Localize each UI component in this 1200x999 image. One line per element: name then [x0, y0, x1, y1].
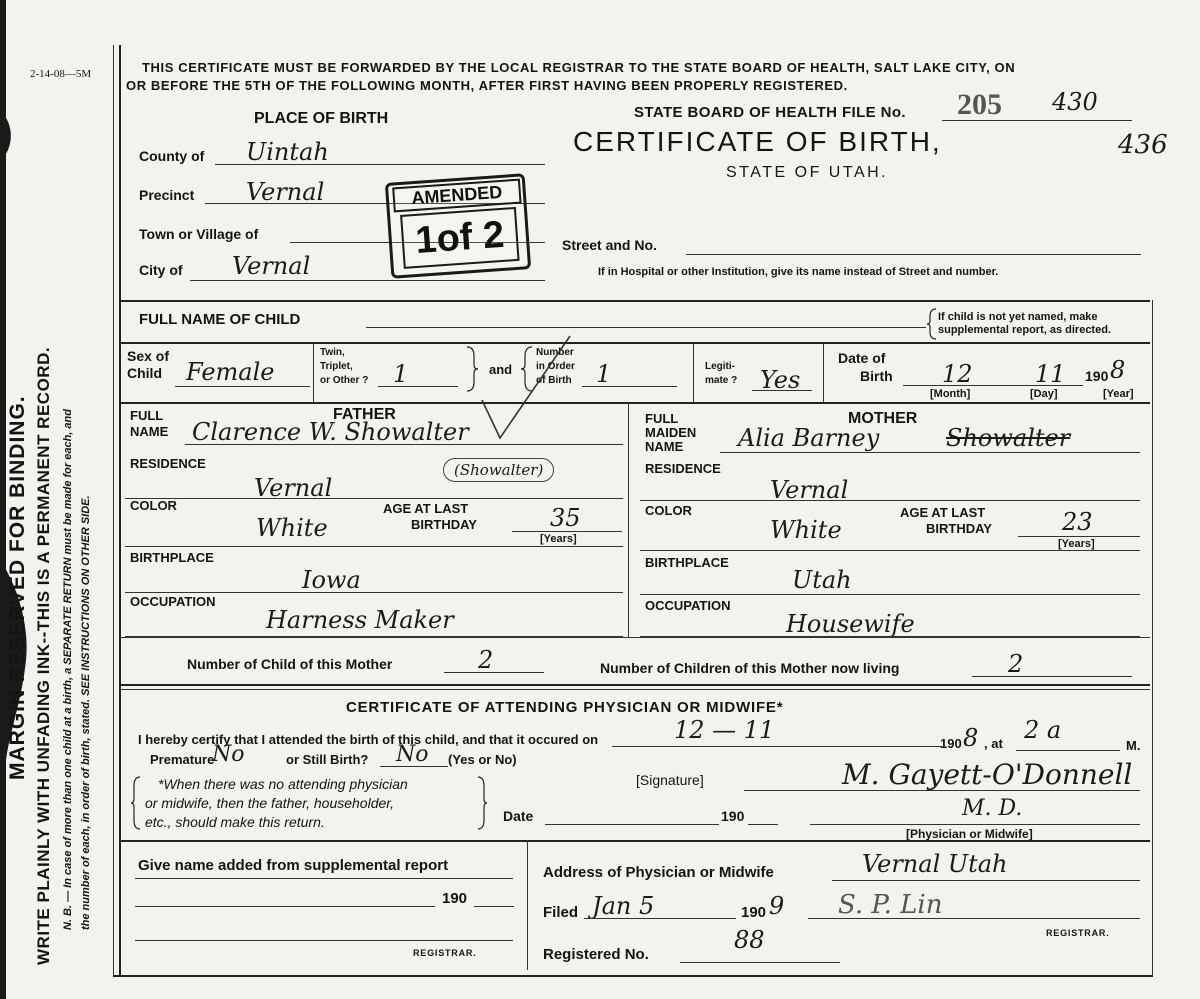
note-left-brace: [130, 776, 142, 830]
mother-birthplace-underline: [640, 594, 1140, 595]
father-full-label-1: FULL: [130, 408, 164, 423]
address-label: Address of Physician or Midwife: [543, 864, 774, 881]
certify-time-value: 2 a: [1024, 716, 1062, 744]
dob-day: 11: [1035, 360, 1066, 388]
certify-birth-date: 12 — 11: [674, 716, 775, 744]
nb-note-line1: N. B. — In case of more than one child at a birth, a SEPARATE RETURN must be made for each, and: [62, 409, 74, 930]
city-label: City of: [139, 262, 183, 278]
certify-year-prefix: 190: [940, 736, 962, 751]
legit-underline: [752, 390, 812, 391]
filed-registrar-underline: [808, 918, 1140, 919]
father-residence-underline: [125, 498, 623, 499]
file-number-label: STATE BOARD OF HEALTH FILE No.: [634, 104, 906, 121]
supplemental-year-underline: [474, 906, 514, 907]
mother-heading: MOTHER: [848, 410, 918, 427]
father-color-underline: [125, 546, 623, 547]
living-underline: [972, 676, 1132, 677]
year-caption: [Year]: [1103, 388, 1134, 400]
street-label: Street and No.: [562, 237, 657, 253]
still-birth-underline: [380, 766, 448, 767]
supplemental-registrar-underline: [135, 940, 513, 941]
father-occupation-value: Harness Maker: [266, 606, 454, 634]
address-value: Vernal Utah: [862, 850, 1008, 878]
dob-year-suffix: 8: [1110, 356, 1126, 384]
filed-date: Jan 5: [592, 892, 655, 920]
registered-underline: [680, 962, 840, 963]
note-line-3: etc., should make this return.: [145, 814, 325, 830]
town-label: Town or Village of: [139, 226, 259, 242]
city-underline: [190, 280, 545, 281]
mother-color-value: White: [770, 516, 842, 544]
precinct-label: Precinct: [139, 187, 195, 203]
dob-label-1: Date of: [838, 350, 886, 366]
order-value: 1: [596, 360, 612, 388]
sex-label-2: Child: [127, 365, 162, 381]
father-birthplace-value: Iowa: [302, 566, 361, 594]
parents-divider: [628, 402, 629, 637]
legit-value: Yes: [760, 366, 801, 394]
signature-value: M. Gayett-O'Donnell: [842, 758, 1133, 791]
twin-label-2: Triplet,: [320, 361, 353, 372]
mother-age-underline: [1018, 536, 1140, 537]
certify-m-label: M.: [1126, 738, 1141, 753]
registration-top-rule: [120, 840, 1150, 842]
mother-residence-underline: [640, 500, 1140, 501]
supplemental-name-underline: [135, 878, 513, 879]
twin-label-3: or Other ?: [320, 375, 369, 386]
county-label: County of: [139, 148, 205, 164]
filed-date-underline: [584, 918, 736, 919]
mother-occupation-value: Housewife: [786, 610, 915, 638]
parents-bottom-rule: [120, 637, 1150, 638]
date-underline: [545, 824, 719, 825]
child-section-top-rule: [120, 300, 1150, 302]
living-label: Number of Children of this Mother now living: [600, 660, 900, 676]
bottom-frame-rule: [113, 975, 1153, 977]
note-right-brace: [476, 776, 488, 830]
mother-residence-value: Vernal: [770, 476, 849, 504]
role-caption: [Physician or Midwife]: [906, 827, 1033, 841]
filed-label: Filed: [543, 904, 579, 921]
father-name-underline: [185, 444, 623, 445]
father-age-label-1: AGE AT LAST: [383, 501, 469, 516]
father-age-underline: [512, 531, 622, 532]
dob-divider: [823, 342, 824, 402]
mother-full-label-1: FULL: [645, 411, 679, 426]
twin-divider: [313, 342, 314, 402]
supplemental-date-underline: [135, 906, 435, 907]
filed-signature: S. P. Lin: [838, 890, 943, 920]
father-age-label-2: BIRTHDAY: [411, 517, 477, 532]
premature-value: No: [212, 742, 245, 767]
filed-year-prefix: 190: [741, 904, 767, 921]
physician-top-rule-2: [120, 689, 1150, 690]
and-label: and: [489, 362, 513, 377]
parents-top-rule: [120, 402, 1150, 404]
order-label-1: Number: [536, 347, 574, 358]
father-color-label: COLOR: [130, 498, 177, 513]
street-underline: [686, 254, 1141, 255]
father-birthplace-underline: [125, 592, 623, 593]
certify-time-underline: [1016, 750, 1120, 751]
still-birth-value: No: [396, 742, 429, 767]
father-heading: FATHER: [333, 406, 396, 423]
child-name-underline: [366, 327, 926, 328]
form-code: 2-14-08—5M: [30, 68, 92, 80]
father-full-label-2: NAME: [130, 424, 169, 439]
mother-name-value: Alia Barney: [738, 424, 880, 452]
mother-occupation-label: OCCUPATION: [645, 598, 731, 613]
child-name-note-2: supplemental report, as directed.: [938, 324, 1111, 336]
signature-underline: [744, 790, 1140, 791]
dob-label-2: Birth: [860, 368, 893, 384]
notice-line-1: THIS CERTIFICATE MUST BE FORWARDED BY THE LOCAL REGISTRAR TO THE STATE BOARD OF HEALTH, SALT LAKE CITY, ON: [142, 60, 1016, 75]
amended-stamp-label: AMENDED: [392, 179, 521, 213]
address-underline: [832, 880, 1140, 881]
note-line-2: or midwife, then the father, householder,: [145, 795, 395, 811]
note-line-1: *When there was no attending physician: [158, 776, 408, 792]
order-label-2: in Order: [536, 361, 575, 372]
dob-month: 12: [942, 360, 973, 388]
date-year-label: 190: [721, 808, 745, 824]
father-name-value: Clarence W. Showalter: [192, 418, 469, 446]
yes-no-label: (Yes or No): [448, 752, 517, 767]
registered-label: Registered No.: [543, 946, 649, 963]
left-frame-line: [113, 45, 114, 975]
registered-value: 88: [734, 926, 765, 954]
twin-label-1: Twin,: [320, 347, 345, 358]
father-age-value: 35: [550, 504, 581, 532]
place-of-birth-heading: PLACE OF BIRTH: [254, 110, 389, 127]
permanent-record-text: WRITE PLAINLY WITH UNFADING INK--THIS IS A PERMANENT RECORD.: [34, 346, 53, 965]
right-frame-line: [1152, 300, 1153, 976]
sex-underline: [175, 386, 310, 387]
signature-label: [Signature]: [636, 772, 704, 788]
child-number-label: Number of Child of this Mother: [187, 656, 393, 672]
filed-year-suffix: 9: [769, 892, 785, 920]
sex-row-top-rule: [120, 342, 1150, 344]
check-mark: [478, 330, 578, 450]
dob-underline: [903, 385, 1083, 386]
living-value: 2: [1008, 650, 1024, 678]
county-underline: [215, 164, 545, 165]
certify-date-underline: [612, 746, 942, 747]
father-color-value: White: [256, 514, 328, 542]
father-occupation-label: OCCUPATION: [130, 594, 216, 609]
file-number-value: 205: [957, 88, 1002, 121]
title-note: 436: [1118, 130, 1168, 160]
amended-stamp-count: 1of 2: [400, 207, 519, 269]
legit-divider: [693, 342, 694, 402]
mother-years-caption: [Years]: [1058, 538, 1095, 550]
name-note-brace: [926, 308, 938, 340]
certificate-subtitle: STATE OF UTAH.: [726, 164, 889, 181]
left-frame-line-2: [119, 45, 121, 975]
still-birth-label: or Still Birth?: [286, 752, 369, 767]
certify-text: I hereby certify that I attended the birth of this child, and that it occured on: [138, 732, 599, 747]
mother-residence-label: RESIDENCE: [645, 461, 721, 476]
supplemental-label: Give name added from supplemental report: [138, 857, 449, 874]
hospital-note: If in Hospital or other Institution, give its name instead of Street and number.: [598, 266, 999, 278]
day-caption: [Day]: [1030, 388, 1058, 400]
filed-registrar-caption: REGISTRAR.: [1046, 928, 1110, 938]
date-year-underline: [748, 824, 778, 825]
sex-label-1: Sex of: [127, 348, 170, 364]
legit-label-2: mate ?: [705, 375, 738, 386]
legit-label-1: Legiti-: [705, 361, 735, 372]
father-residence-label: RESIDENCE: [130, 456, 206, 471]
binding-margin-text: MARGIN RESERVED FOR BINDING.: [6, 395, 29, 780]
signature-suffix: M. D.: [962, 796, 1023, 821]
order-underline: [582, 386, 677, 387]
certificate-title: CERTIFICATE OF BIRTH,: [573, 126, 942, 157]
supplemental-registrar-caption: REGISTRAR.: [413, 948, 477, 958]
month-caption: [Month]: [930, 388, 971, 400]
mother-full-label-3: NAME: [645, 439, 684, 454]
amended-stamp: [385, 173, 531, 279]
father-years-caption: [Years]: [540, 533, 577, 545]
mother-age-label-1: AGE AT LAST: [900, 505, 986, 520]
physician-top-rule: [120, 684, 1150, 686]
child-name-note-1: If child is not yet named, make: [938, 311, 1098, 323]
role-underline: [810, 824, 1140, 825]
certify-at-label: , at: [984, 736, 1003, 751]
father-residence-value: Vernal: [254, 474, 333, 502]
order-label-3: of Birth: [536, 375, 572, 386]
father-name-correction: (Showalter): [443, 458, 554, 482]
registration-divider: [527, 840, 528, 970]
dob-year-prefix: 190: [1085, 368, 1109, 384]
mother-color-underline: [640, 550, 1140, 551]
date-label: Date: [503, 808, 534, 824]
twin-value: 1: [393, 360, 409, 388]
file-number-underline: [942, 120, 1132, 121]
child-number-underline: [444, 672, 544, 673]
mother-full-label-2: MAIDEN: [645, 425, 697, 440]
certify-year-suffix: 8: [963, 724, 979, 752]
mother-birthplace-value: Utah: [792, 566, 852, 594]
physician-heading: CERTIFICATE OF ATTENDING PHYSICIAN OR MIDWIFE*: [346, 699, 784, 716]
mother-birthplace-label: BIRTHPLACE: [645, 555, 729, 570]
mother-name-underline: [720, 452, 1140, 453]
father-birthplace-label: BIRTHPLACE: [130, 550, 214, 565]
twin-brace: [465, 346, 479, 392]
mother-color-label: COLOR: [645, 503, 692, 518]
nb-note-line2: the number of each, in order of birth, stated. SEE INSTRUCTIONS ON OTHER SIDE.: [80, 495, 92, 930]
child-name-label: FULL NAME OF CHILD: [139, 311, 301, 328]
sex-value: Female: [186, 358, 275, 386]
mother-age-label-2: BIRTHDAY: [926, 521, 992, 536]
file-number-note: 430: [1052, 88, 1098, 116]
notice-line-2: OR BEFORE THE 5TH OF THE FOLLOWING MONTH, AFTER FIRST HAVING BEEN PROPERLY REGISTERED.: [126, 78, 848, 93]
city-value: Vernal: [232, 252, 311, 280]
precinct-value: Vernal: [246, 178, 325, 206]
county-value: Uintah: [246, 138, 329, 166]
mother-age-value: 23: [1062, 508, 1093, 536]
premature-label: Premature: [150, 752, 215, 767]
twin-underline: [378, 386, 458, 387]
mother-name-struck: Showalter: [946, 424, 1071, 452]
child-number-value: 2: [478, 646, 494, 674]
supplemental-year-label: 190: [442, 890, 468, 907]
